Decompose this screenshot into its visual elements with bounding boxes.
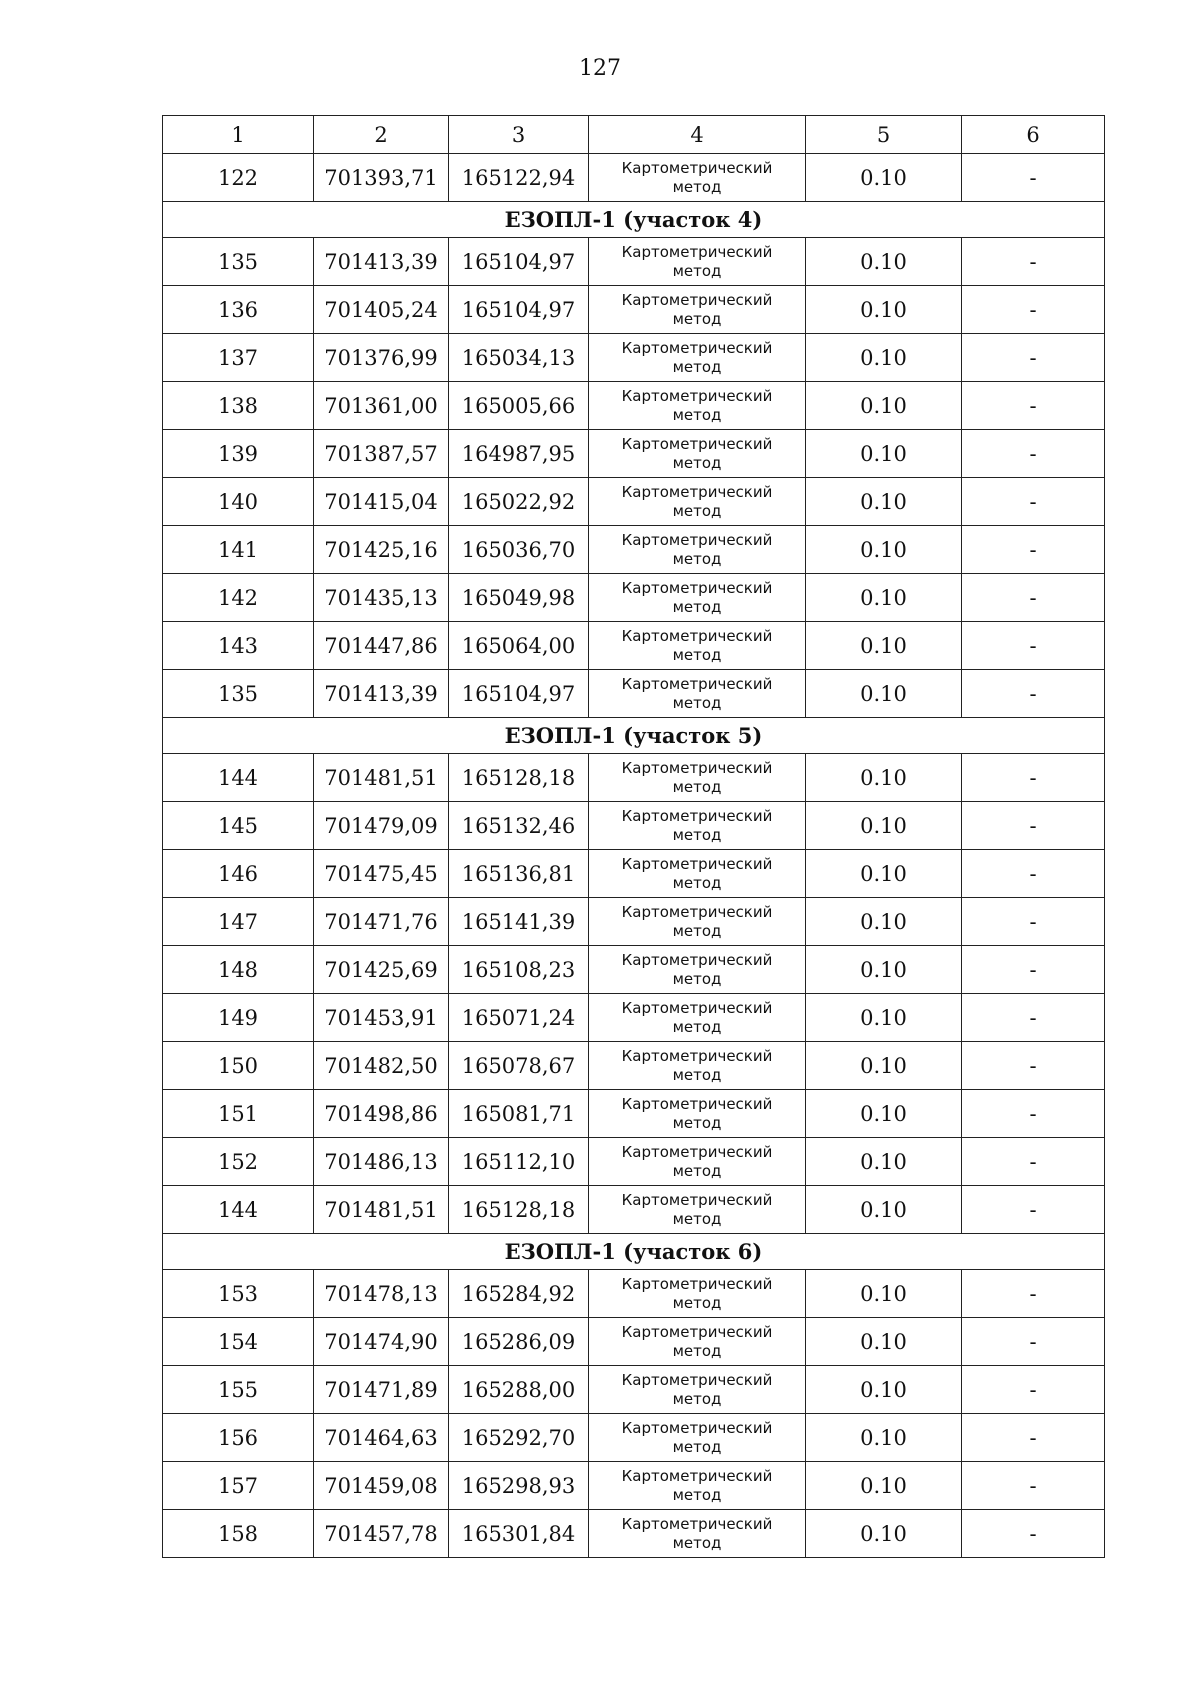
note-cell: - (962, 574, 1105, 622)
y-coordinate-cell: 165078,67 (449, 1042, 589, 1090)
table-row (163, 1138, 1105, 1186)
x-coordinate-cell: 701457,78 (314, 1510, 449, 1558)
y-coordinate-cell: 165128,18 (449, 754, 589, 802)
table-row (163, 802, 1105, 850)
method-line-2: метод (672, 1209, 722, 1228)
method-cell (589, 622, 806, 670)
method-line-1: Картометрический (621, 434, 773, 453)
method-line-1: Картометрический (621, 242, 773, 261)
y-coordinate-cell: 165081,71 (449, 1090, 589, 1138)
method-cell (589, 850, 806, 898)
method-cell (589, 1462, 806, 1510)
method-line-2: метод (672, 921, 722, 940)
note-cell: - (962, 622, 1105, 670)
method-line-2: метод (672, 597, 722, 616)
method-line-1: Картометрический (621, 482, 773, 501)
accuracy-cell: 0.10 (806, 574, 962, 622)
point-number-cell: 135 (163, 670, 314, 718)
column-header: 3 (449, 116, 589, 154)
note-cell: - (962, 802, 1105, 850)
method-line-1: Картометрический (621, 626, 773, 645)
table-row (163, 238, 1105, 286)
accuracy-cell: 0.10 (806, 754, 962, 802)
method-line-1: Картометрический (621, 578, 773, 597)
page-number: 127 (579, 56, 621, 81)
y-coordinate-cell: 165071,24 (449, 994, 589, 1042)
point-number-cell: 153 (163, 1270, 314, 1318)
note-cell: - (962, 1510, 1105, 1558)
method-line-2: метод (672, 1437, 722, 1456)
note-cell: - (962, 1462, 1105, 1510)
accuracy-cell: 0.10 (806, 1270, 962, 1318)
method-line-1: Картометрический (621, 758, 773, 777)
method-cell (589, 754, 806, 802)
method-cell (589, 946, 806, 994)
method-line-2: метод (672, 1341, 722, 1360)
section-row (163, 202, 1105, 238)
point-number-cell: 157 (163, 1462, 314, 1510)
method-line-1: Картометрический (621, 806, 773, 825)
column-number-row (163, 116, 1105, 154)
accuracy-cell: 0.10 (806, 1138, 962, 1186)
method-line-2: метод (672, 1065, 722, 1084)
y-coordinate-cell: 165112,10 (449, 1138, 589, 1186)
accuracy-cell: 0.10 (806, 1366, 962, 1414)
note-cell: - (962, 1042, 1105, 1090)
note-cell: - (962, 1090, 1105, 1138)
point-number-cell: 148 (163, 946, 314, 994)
method-cell (589, 1414, 806, 1462)
method-line-1: Картометрический (621, 674, 773, 693)
x-coordinate-cell: 701435,13 (314, 574, 449, 622)
method-line-1: Картометрический (621, 1322, 773, 1341)
point-number-cell: 144 (163, 1186, 314, 1234)
note-cell: - (962, 946, 1105, 994)
accuracy-cell: 0.10 (806, 382, 962, 430)
method-cell (589, 1138, 806, 1186)
table-row (163, 670, 1105, 718)
point-number-cell: 138 (163, 382, 314, 430)
accuracy-cell: 0.10 (806, 478, 962, 526)
note-cell: - (962, 238, 1105, 286)
x-coordinate-cell: 701481,51 (314, 754, 449, 802)
accuracy-cell: 0.10 (806, 238, 962, 286)
method-line-2: метод (672, 261, 722, 280)
x-coordinate-cell: 701453,91 (314, 994, 449, 1042)
table-row (163, 946, 1105, 994)
method-line-1: Картометрический (621, 1418, 773, 1437)
note-cell: - (962, 1138, 1105, 1186)
point-number-cell: 154 (163, 1318, 314, 1366)
x-coordinate-cell: 701471,76 (314, 898, 449, 946)
coordinates-table (162, 115, 1105, 1558)
y-coordinate-cell: 165288,00 (449, 1366, 589, 1414)
method-cell (589, 1366, 806, 1414)
table-body (163, 154, 1105, 1558)
y-coordinate-cell: 165122,94 (449, 154, 589, 202)
y-coordinate-cell: 165036,70 (449, 526, 589, 574)
x-coordinate-cell: 701459,08 (314, 1462, 449, 1510)
method-line-1: Картометрический (621, 290, 773, 309)
x-coordinate-cell: 701376,99 (314, 334, 449, 382)
method-cell (589, 1090, 806, 1138)
note-cell: - (962, 382, 1105, 430)
x-coordinate-cell: 701447,86 (314, 622, 449, 670)
method-line-1: Картометрический (621, 1274, 773, 1293)
method-line-2: метод (672, 969, 722, 988)
y-coordinate-cell: 165104,97 (449, 670, 589, 718)
section-row (163, 718, 1105, 754)
accuracy-cell: 0.10 (806, 622, 962, 670)
column-header: 2 (314, 116, 449, 154)
note-cell: - (962, 1318, 1105, 1366)
method-line-1: Картометрический (621, 1466, 773, 1485)
method-cell (589, 430, 806, 478)
method-line-2: метод (672, 1389, 722, 1408)
table-row (163, 754, 1105, 802)
method-cell (589, 1042, 806, 1090)
point-number-cell: 152 (163, 1138, 314, 1186)
point-number-cell: 142 (163, 574, 314, 622)
accuracy-cell: 0.10 (806, 670, 962, 718)
y-coordinate-cell: 165108,23 (449, 946, 589, 994)
method-cell (589, 1510, 806, 1558)
point-number-cell: 149 (163, 994, 314, 1042)
y-coordinate-cell: 165104,97 (449, 286, 589, 334)
note-cell: - (962, 898, 1105, 946)
method-line-2: метод (672, 405, 722, 424)
table-row (163, 286, 1105, 334)
method-cell (589, 382, 806, 430)
method-line-2: метод (672, 1017, 722, 1036)
note-cell: - (962, 478, 1105, 526)
x-coordinate-cell: 701425,69 (314, 946, 449, 994)
method-line-2: метод (672, 825, 722, 844)
method-line-2: метод (672, 1293, 722, 1312)
method-line-1: Картометрический (621, 1094, 773, 1113)
method-line-2: метод (672, 309, 722, 328)
method-line-2: метод (672, 1485, 722, 1504)
method-line-2: метод (672, 357, 722, 376)
method-line-1: Картометрический (621, 1142, 773, 1161)
y-coordinate-cell: 165104,97 (449, 238, 589, 286)
note-cell: - (962, 1186, 1105, 1234)
method-cell (589, 670, 806, 718)
method-line-1: Картометрический (621, 1190, 773, 1209)
method-cell (589, 898, 806, 946)
method-cell (589, 574, 806, 622)
x-coordinate-cell: 701498,86 (314, 1090, 449, 1138)
y-coordinate-cell: 165286,09 (449, 1318, 589, 1366)
accuracy-cell: 0.10 (806, 946, 962, 994)
column-header: 1 (163, 116, 314, 154)
table-row (163, 1414, 1105, 1462)
point-number-cell: 150 (163, 1042, 314, 1090)
accuracy-cell: 0.10 (806, 1462, 962, 1510)
point-number-cell: 122 (163, 154, 314, 202)
method-line-2: метод (672, 645, 722, 664)
y-coordinate-cell: 165136,81 (449, 850, 589, 898)
x-coordinate-cell: 701425,16 (314, 526, 449, 574)
method-cell (589, 154, 806, 202)
y-coordinate-cell: 165284,92 (449, 1270, 589, 1318)
method-line-1: Картометрический (621, 854, 773, 873)
method-line-1: Картометрический (621, 530, 773, 549)
point-number-cell: 156 (163, 1414, 314, 1462)
point-number-cell: 158 (163, 1510, 314, 1558)
table-row (163, 478, 1105, 526)
note-cell: - (962, 670, 1105, 718)
method-cell (589, 1186, 806, 1234)
method-line-1: Картометрический (621, 1514, 773, 1533)
accuracy-cell: 0.10 (806, 850, 962, 898)
y-coordinate-cell: 165298,93 (449, 1462, 589, 1510)
y-coordinate-cell: 165141,39 (449, 898, 589, 946)
accuracy-cell: 0.10 (806, 1042, 962, 1090)
x-coordinate-cell: 701486,13 (314, 1138, 449, 1186)
note-cell: - (962, 850, 1105, 898)
method-line-1: Картометрический (621, 1370, 773, 1389)
point-number-cell: 140 (163, 478, 314, 526)
accuracy-cell: 0.10 (806, 154, 962, 202)
point-number-cell: 136 (163, 286, 314, 334)
column-header: 6 (962, 116, 1105, 154)
accuracy-cell: 0.10 (806, 802, 962, 850)
accuracy-cell: 0.10 (806, 898, 962, 946)
section-title: ЕЗОПЛ-1 (участок 6) (163, 1234, 1105, 1270)
point-number-cell: 155 (163, 1366, 314, 1414)
x-coordinate-cell: 701471,89 (314, 1366, 449, 1414)
method-line-2: метод (672, 177, 722, 196)
note-cell: - (962, 1270, 1105, 1318)
point-number-cell: 135 (163, 238, 314, 286)
x-coordinate-cell: 701479,09 (314, 802, 449, 850)
method-line-2: метод (672, 1533, 722, 1552)
x-coordinate-cell: 701475,45 (314, 850, 449, 898)
x-coordinate-cell: 701464,63 (314, 1414, 449, 1462)
y-coordinate-cell: 165034,13 (449, 334, 589, 382)
accuracy-cell: 0.10 (806, 1510, 962, 1558)
table-row (163, 1042, 1105, 1090)
note-cell: - (962, 526, 1105, 574)
point-number-cell: 151 (163, 1090, 314, 1138)
x-coordinate-cell: 701361,00 (314, 382, 449, 430)
section-title: ЕЗОПЛ-1 (участок 4) (163, 202, 1105, 238)
y-coordinate-cell: 165005,66 (449, 382, 589, 430)
y-coordinate-cell: 164987,95 (449, 430, 589, 478)
point-number-cell: 143 (163, 622, 314, 670)
x-coordinate-cell: 701405,24 (314, 286, 449, 334)
method-line-1: Картометрический (621, 158, 773, 177)
accuracy-cell: 0.10 (806, 1414, 962, 1462)
point-number-cell: 141 (163, 526, 314, 574)
table-row (163, 574, 1105, 622)
note-cell: - (962, 1414, 1105, 1462)
method-line-1: Картометрический (621, 950, 773, 969)
method-cell (589, 286, 806, 334)
point-number-cell: 146 (163, 850, 314, 898)
method-line-2: метод (672, 873, 722, 892)
note-cell: - (962, 430, 1105, 478)
method-line-2: метод (672, 501, 722, 520)
x-coordinate-cell: 701474,90 (314, 1318, 449, 1366)
table-row (163, 622, 1105, 670)
method-line-2: метод (672, 549, 722, 568)
method-line-1: Картометрический (621, 338, 773, 357)
method-line-1: Картометрический (621, 1046, 773, 1065)
table-row (163, 430, 1105, 478)
x-coordinate-cell: 701482,50 (314, 1042, 449, 1090)
note-cell: - (962, 334, 1105, 382)
x-coordinate-cell: 701387,57 (314, 430, 449, 478)
x-coordinate-cell: 701481,51 (314, 1186, 449, 1234)
note-cell: - (962, 1366, 1105, 1414)
point-number-cell: 137 (163, 334, 314, 382)
x-coordinate-cell: 701415,04 (314, 478, 449, 526)
section-row (163, 1234, 1105, 1270)
method-line-2: метод (672, 1113, 722, 1132)
table-row (163, 1186, 1105, 1234)
method-line-2: метод (672, 777, 722, 796)
method-line-1: Картометрический (621, 386, 773, 405)
table-row (163, 1090, 1105, 1138)
method-line-2: метод (672, 453, 722, 472)
y-coordinate-cell: 165064,00 (449, 622, 589, 670)
y-coordinate-cell: 165128,18 (449, 1186, 589, 1234)
y-coordinate-cell: 165049,98 (449, 574, 589, 622)
method-line-2: метод (672, 693, 722, 712)
point-number-cell: 145 (163, 802, 314, 850)
note-cell: - (962, 154, 1105, 202)
x-coordinate-cell: 701413,39 (314, 670, 449, 718)
table-row (163, 1462, 1105, 1510)
method-cell (589, 238, 806, 286)
method-cell (589, 526, 806, 574)
table-row (163, 382, 1105, 430)
x-coordinate-cell: 701478,13 (314, 1270, 449, 1318)
y-coordinate-cell: 165292,70 (449, 1414, 589, 1462)
method-cell (589, 802, 806, 850)
method-cell (589, 478, 806, 526)
method-line-1: Картометрический (621, 902, 773, 921)
x-coordinate-cell: 701393,71 (314, 154, 449, 202)
note-cell: - (962, 754, 1105, 802)
table-row (163, 334, 1105, 382)
table-row (163, 994, 1105, 1042)
note-cell: - (962, 994, 1105, 1042)
table-row (163, 1366, 1105, 1414)
method-cell (589, 1318, 806, 1366)
accuracy-cell: 0.10 (806, 334, 962, 382)
y-coordinate-cell: 165132,46 (449, 802, 589, 850)
accuracy-cell: 0.10 (806, 1090, 962, 1138)
accuracy-cell: 0.10 (806, 286, 962, 334)
method-line-1: Картометрический (621, 998, 773, 1017)
point-number-cell: 144 (163, 754, 314, 802)
column-header: 4 (589, 116, 806, 154)
table-row (163, 1270, 1105, 1318)
table-row (163, 898, 1105, 946)
section-title: ЕЗОПЛ-1 (участок 5) (163, 718, 1105, 754)
accuracy-cell: 0.10 (806, 1318, 962, 1366)
y-coordinate-cell: 165022,92 (449, 478, 589, 526)
table-row (163, 1510, 1105, 1558)
table-row (163, 1318, 1105, 1366)
accuracy-cell: 0.10 (806, 430, 962, 478)
accuracy-cell: 0.10 (806, 994, 962, 1042)
method-cell (589, 1270, 806, 1318)
table-row (163, 526, 1105, 574)
column-header: 5 (806, 116, 962, 154)
point-number-cell: 147 (163, 898, 314, 946)
table-row (163, 154, 1105, 202)
note-cell: - (962, 286, 1105, 334)
method-line-2: метод (672, 1161, 722, 1180)
point-number-cell: 139 (163, 430, 314, 478)
accuracy-cell: 0.10 (806, 526, 962, 574)
method-cell (589, 334, 806, 382)
table-row (163, 850, 1105, 898)
accuracy-cell: 0.10 (806, 1186, 962, 1234)
method-cell (589, 994, 806, 1042)
y-coordinate-cell: 165301,84 (449, 1510, 589, 1558)
x-coordinate-cell: 701413,39 (314, 238, 449, 286)
